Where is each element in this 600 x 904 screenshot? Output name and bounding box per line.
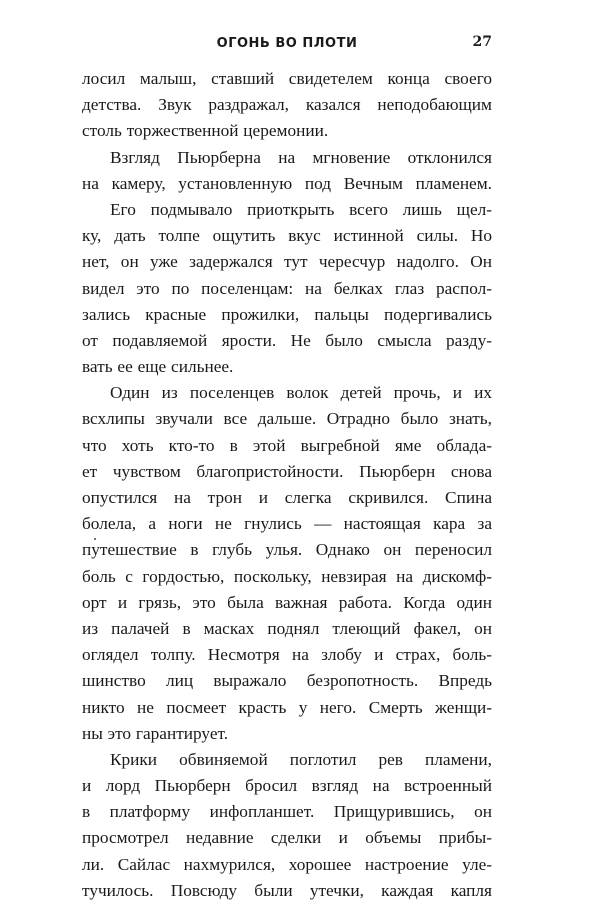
- text-line: от подавляемой ярости. Не было смысла разду-: [82, 330, 492, 350]
- text-line: боль с гордостью, поскольку, невзирая на дискомф-: [82, 566, 492, 586]
- page-number: 27: [472, 34, 492, 50]
- running-head: [82, 33, 492, 55]
- text-line: орт и грязь, это была важная работа. Когда один: [82, 592, 492, 612]
- text-line: что хоть кто-то в этой выгребной яме облада-: [82, 435, 492, 455]
- text-line: болела, а ноги не гнулись — настоящая кара за: [82, 514, 492, 534]
- text-line: Его подмывало приоткрыть всего лишь щел-: [110, 199, 492, 219]
- text-line: на камеру, установленную под Вечным пламенем.: [82, 173, 492, 193]
- text-line: детства. Звук раздражал, казался неподобающим: [82, 95, 492, 115]
- text-line: и лорд Пьюрберн бросил взгляд на встроенный: [82, 776, 492, 796]
- text-line: путешествие в глубь улья. Однако он переносил: [82, 540, 492, 560]
- text-line: Взгляд Пьюрберна на мгновение отклонился: [110, 147, 492, 167]
- text-line: шинство лиц выражало безропотность. Впредь: [82, 671, 492, 691]
- text-line: в платформу инфопланшет. Прищурившись, он: [82, 802, 492, 822]
- text-line: видел это по поселенцам: на белках глаз распол-: [82, 278, 492, 298]
- print-speck: [94, 538, 96, 540]
- text-line: оглядел толпу. Несмотря на злобу и страх, боль-: [82, 645, 492, 665]
- running-title: ОГОНЬ ВО ПЛОТИ: [216, 36, 358, 51]
- text-line: просмотрел недавние сделки и объемы прибы-: [82, 828, 492, 848]
- text-line: ли. Сайлас нахмурился, хорошее настроение уле-: [82, 854, 492, 874]
- text-line: тучилось. Повсюду были утечки, каждая капля: [82, 880, 492, 900]
- text-line: Крики обвиняемой поглотил рев пламени,: [110, 749, 492, 769]
- text-line: лосил малыш, ставший свидетелем конца своего: [82, 69, 492, 88]
- text-line: нет, он уже задержался тут чересчур надолго. Он: [82, 252, 492, 272]
- text-line: из палачей в масках поднял тлеющий факел, он: [82, 618, 492, 638]
- text-line: столь торжественной церемонии.: [82, 121, 329, 141]
- text-line: Один из поселенцев волок детей прочь, и их: [110, 383, 492, 403]
- text-line: всхлипы звучали все дальше. Отрадно было знать,: [82, 409, 492, 429]
- text-line: никто не посмеет красть у него. Смерть женщи-: [82, 697, 492, 717]
- text-line: зались красные прожилки, пальцы подергивались: [82, 304, 492, 324]
- text-line: ны это гарантирует.: [82, 723, 229, 743]
- text-line: вать ее еще сильнее.: [82, 357, 234, 377]
- text-line: ку, дать толпе ощутить вкус истинной силы. Но: [82, 226, 492, 246]
- text-line: опустился на трон и слегка скривился. Спина: [82, 488, 492, 507]
- body-text: [82, 66, 492, 904]
- text-line: ет чувством благопристойности. Пьюрберн снова: [82, 461, 492, 481]
